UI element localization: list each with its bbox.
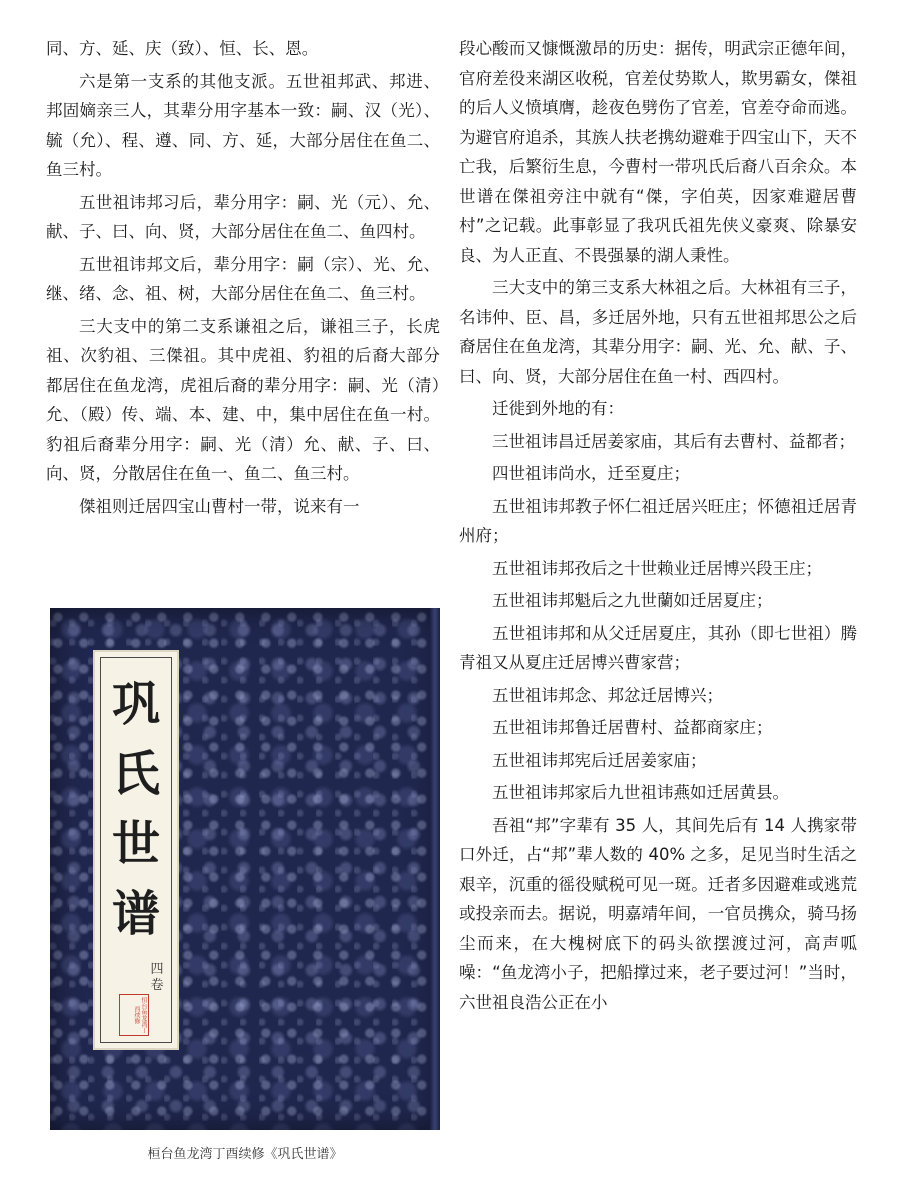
paragraph: 五世祖讳邦和从父迁居夏庄，其孙（即七世祖）腾青祖又从夏庄迁居博兴曹家营； [459,623,857,672]
book-spine-edge [430,608,440,1130]
paragraph: 三世祖讳昌迁居姜家庙，其后有去曹村、益都者； [492,431,855,451]
book-title-char: 氏 [111,746,160,802]
paragraph: 三大支中的第二支系谦祖之后，谦祖三子，长虎祖、次豹祖、三傑祖。其中虎祖、豹祖的后裔大部分都居住在鱼龙湾，虎祖后裔的辈分用字：嗣、光（清）允、（殿）传、端、本、建、中，集中居住在鱼一村。豹祖后裔辈分用字：嗣、光（清）允、献、子、曰、向、贤，分散居住在鱼一、鱼二、鱼三村。 [46,316,440,483]
left-text-column [46,34,440,524]
book-title-char: 巩 [111,676,160,732]
paragraph: 五世祖讳邦宪后迁居姜家庙； [492,750,707,770]
seal-text: 恒台鱼龙湾丁酉续修 [133,997,147,1033]
title-label-border [100,657,172,1043]
paragraph: 同、方、延、庆（致）、恒、长、恩。 [46,39,319,58]
paragraph: 三大支中的第三支系大林祖之后。大林祖有三子，名讳仲、臣、昌，多迁居外地，只有五世祖邦思公之后裔居住在鱼龙湾，其辈分用字：嗣、光、允、献、子、曰、向、贤，大部分居住在鱼一村、西四村。 [459,278,857,386]
right-text-column [459,34,857,1020]
paragraph: 迁徙到外地的有： [492,399,624,418]
book-cover-photo [50,608,440,1130]
book-title-label [93,650,179,1050]
paragraph: 六是第一支系的其他支派。五世祖邦武、邦进、邦固嫡亲三人，其辈分用字基本一致：嗣、汉（光）、毓（允）、程、遵、同、方、延，大部分居住在鱼二、鱼三村。 [46,71,440,179]
book-title-char: 谱 [111,886,160,942]
paragraph: 五世祖讳邦鲁迁居曹村、益都商家庄； [492,718,773,737]
red-seal-stamp [119,994,149,1036]
paragraph: 五世祖讳邦习后，辈分用字：嗣、光（元）、允、献、子、曰、向、贤，大部分居住在鱼二、鱼四村。 [46,192,440,241]
paragraph: 段心酸而又慷慨激昂的历史：据传，明武宗正德年间，官府差役来湖区收税，官差仗势欺人，欺男霸女，傑祖的后人义愤填膺，趁夜色劈伤了官差，官差夺命而逃。为避官府追杀，其族人扶老携幼避难于四宝山下，天不亡我，后繁衍生息，今曹村一带巩氏后裔八百余众。本世谱在傑祖旁注中就有“傑，字伯英，因家难避居曹村”之记载。此事彰显了我巩氏祖先侠义豪爽、除暴安良、为人正直、不畏强暴的湖人秉性。 [459,39,857,265]
paragraph: 四世祖讳尚水，迁至夏庄； [492,464,690,483]
paragraph: 五世祖讳邦文后，辈分用字：嗣（宗）、光、允、继、绪、念、祖、树，大部分居住在鱼二、鱼三村。 [46,254,440,303]
paragraph: 傑祖则迁居四宝山曹村一带，说来有一 [79,496,360,516]
paragraph: 五世祖讳邦教子怀仁祖迁居兴旺庄；怀德祖迁居青州府； [459,496,857,545]
volume-label: 四卷 [150,962,164,993]
paragraph: 五世祖讳邦孜后之十世赖业迁居博兴段王庄； [492,558,822,578]
paragraph: 五世祖讳邦魁后之九世蘭如迁居夏庄； [492,591,773,610]
paragraph: 吾祖“邦”字辈有 35 人，其间先后有 14 人携家带口外迁，占“邦”辈人数的 40% 之多，足见当时生活之艰辛，沉重的徭役赋税可见一斑。迁者多因避难或逃荒或投亲而去。据说，明嘉靖年间，一官员携众，骑马扬尘而来，在大槐树底下的码头欲摆渡过河，高声呱噪：“鱼龙湾小子，把船撑过来，老子要过河！”当时，六世祖良浩公正在小 [459,815,857,1012]
image-caption: 桓台鱼龙湾丁酉续修《巩氏世谱》 [147,1147,343,1162]
paragraph: 五世祖讳邦家后九世祖讳燕如迁居黄县。 [492,783,789,802]
book-title-char: 世 [111,816,160,872]
paragraph: 五世祖讳邦念、邦忿迁居博兴； [492,685,723,705]
